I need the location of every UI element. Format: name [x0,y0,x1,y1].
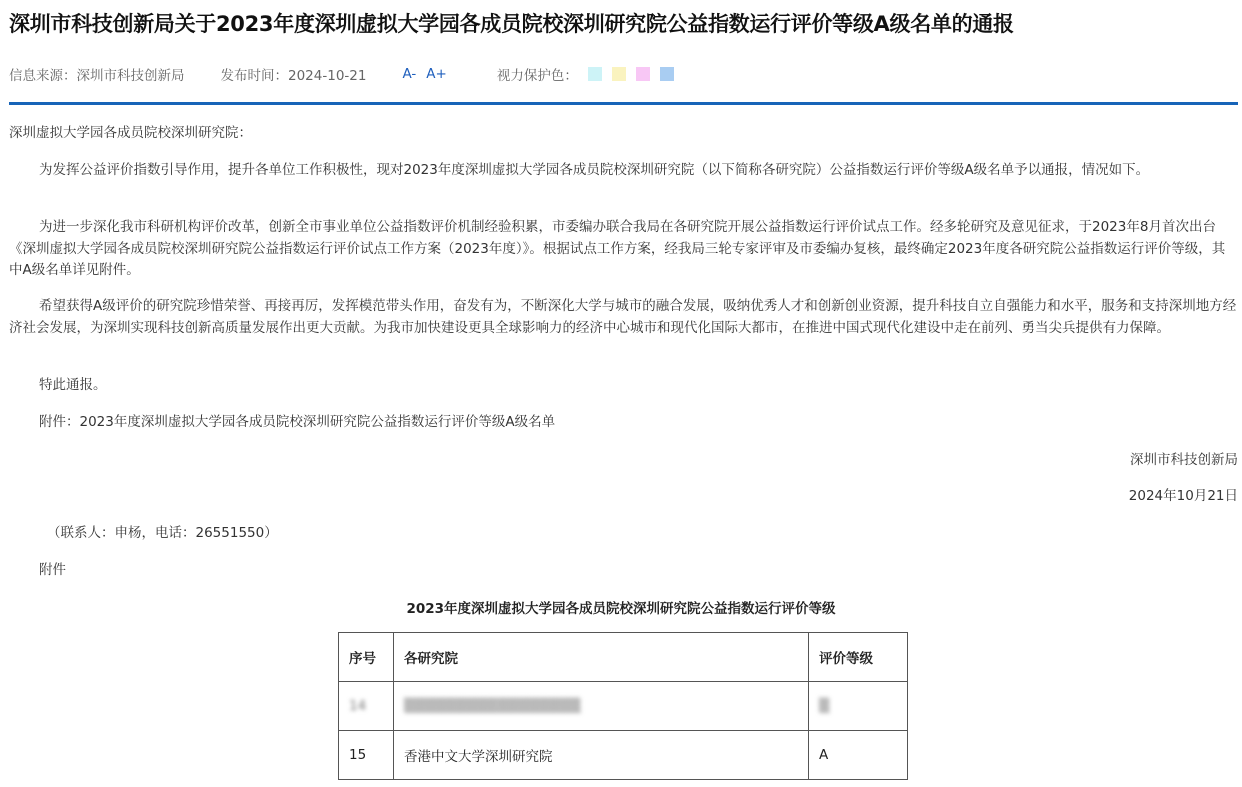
table-row [339,731,908,780]
eye-care-swatch-cyan[interactable] [588,67,602,81]
row-grade: A [809,731,908,780]
paragraph-2: 为进一步深化我市科研机构评价改革，创新全市事业单位公益指数评价机制经验积累，市委编办联合我局在各研究院开展公益指数运行评价试点工作。经多轮研究及意见征求，于2023年8月首次出台《深圳虚拟大学园各成员院校深圳研究院公益指数运行评价试点工作方案（2023年度）》。根据试点工作方案，经我局三轮专家评审及市委编办复核，最终确定2023年度各研究院公益指数运行评价等级，其中A级名单详见附件。 [9,219,1226,278]
closing-text: 特此通报。 [39,377,107,393]
paragraph-1: 为发挥公益评价指数引导作用，提升各单位工作积极性，现对2023年度深圳虚拟大学园各成员院校深圳研究院（以下简称各研究院）公益指数运行评价等级A级名单予以通报，情况如下。 [39,162,1150,178]
header-grade: 评价等级 [809,633,908,682]
eye-care-swatch-yellow[interactable] [612,67,626,81]
source-value: 深圳市科技创新局 [76,68,185,84]
signature-org: 深圳市科技创新局 [1130,452,1238,468]
row-index: 14 [339,682,394,731]
attachment-table-title: 2023年度深圳虚拟大学园各成员院校深圳研究院公益指数运行评价等级 [406,601,836,617]
title-divider [9,102,1238,105]
attachment-label: 附件 [39,562,66,578]
publish-date-info [221,64,367,84]
contact-info: （联系人：申杨，电话：26551550） [47,525,278,541]
table-row [339,682,908,731]
attachment-note: 附件：2023年度深圳虚拟大学园各成员院校深圳研究院公益指数运行评价等级A级名单 [39,414,556,430]
row-grade: ▒ [809,682,908,731]
grade-table [338,632,908,780]
date-label: 发布时间： [220,68,288,84]
table-header-row [339,633,908,682]
row-institute: ▒▒▒▒▒▒▒▒▒▒▒▒▒▒▒▒▒ [394,682,809,731]
font-decrease-button[interactable]: A- [402,66,417,82]
date-value: 2024-10-21 [288,68,367,84]
salutation: 深圳虚拟大学园各成员院校深圳研究院： [9,125,252,141]
article-meta [9,64,674,84]
source-info [9,64,185,84]
eye-care-label: 视力保护色： [496,68,578,84]
paragraph-3: 希望获得A级评价的研究院珍惜荣誉、再接再厉，发挥模范带头作用，奋发有为，不断深化大学与城市的融合发展，吸纳优秀人才和创新创业资源，提升科技自立自强能力和水平，服务和支持深圳地方经济社会发展，为深圳实现科技创新高质量发展作出更大贡献。为我市加快建设更具全球影响力的经济中心城市和现代化国际大都市，在推进中国式现代化建设中走在前列、勇当尖兵提供有力保障。 [9,298,1237,336]
article-title: 深圳市科技创新局关于2023年度深圳虚拟大学园各成员院校深圳研究院公益指数运行评价等级A级名单的通报 [9,12,1014,36]
header-index: 序号 [339,633,394,682]
font-increase-button[interactable]: A+ [426,66,447,82]
row-institute: 香港中文大学深圳研究院 [394,731,809,780]
eye-care-swatch-pink[interactable] [636,67,650,81]
eye-care-swatch-blue[interactable] [660,67,674,81]
signature-date: 2024年10月21日 [1128,488,1238,504]
source-label: 信息来源： [9,68,77,84]
font-size-controls [402,66,456,82]
header-institute: 各研究院 [394,633,809,682]
row-index: 15 [339,731,394,780]
